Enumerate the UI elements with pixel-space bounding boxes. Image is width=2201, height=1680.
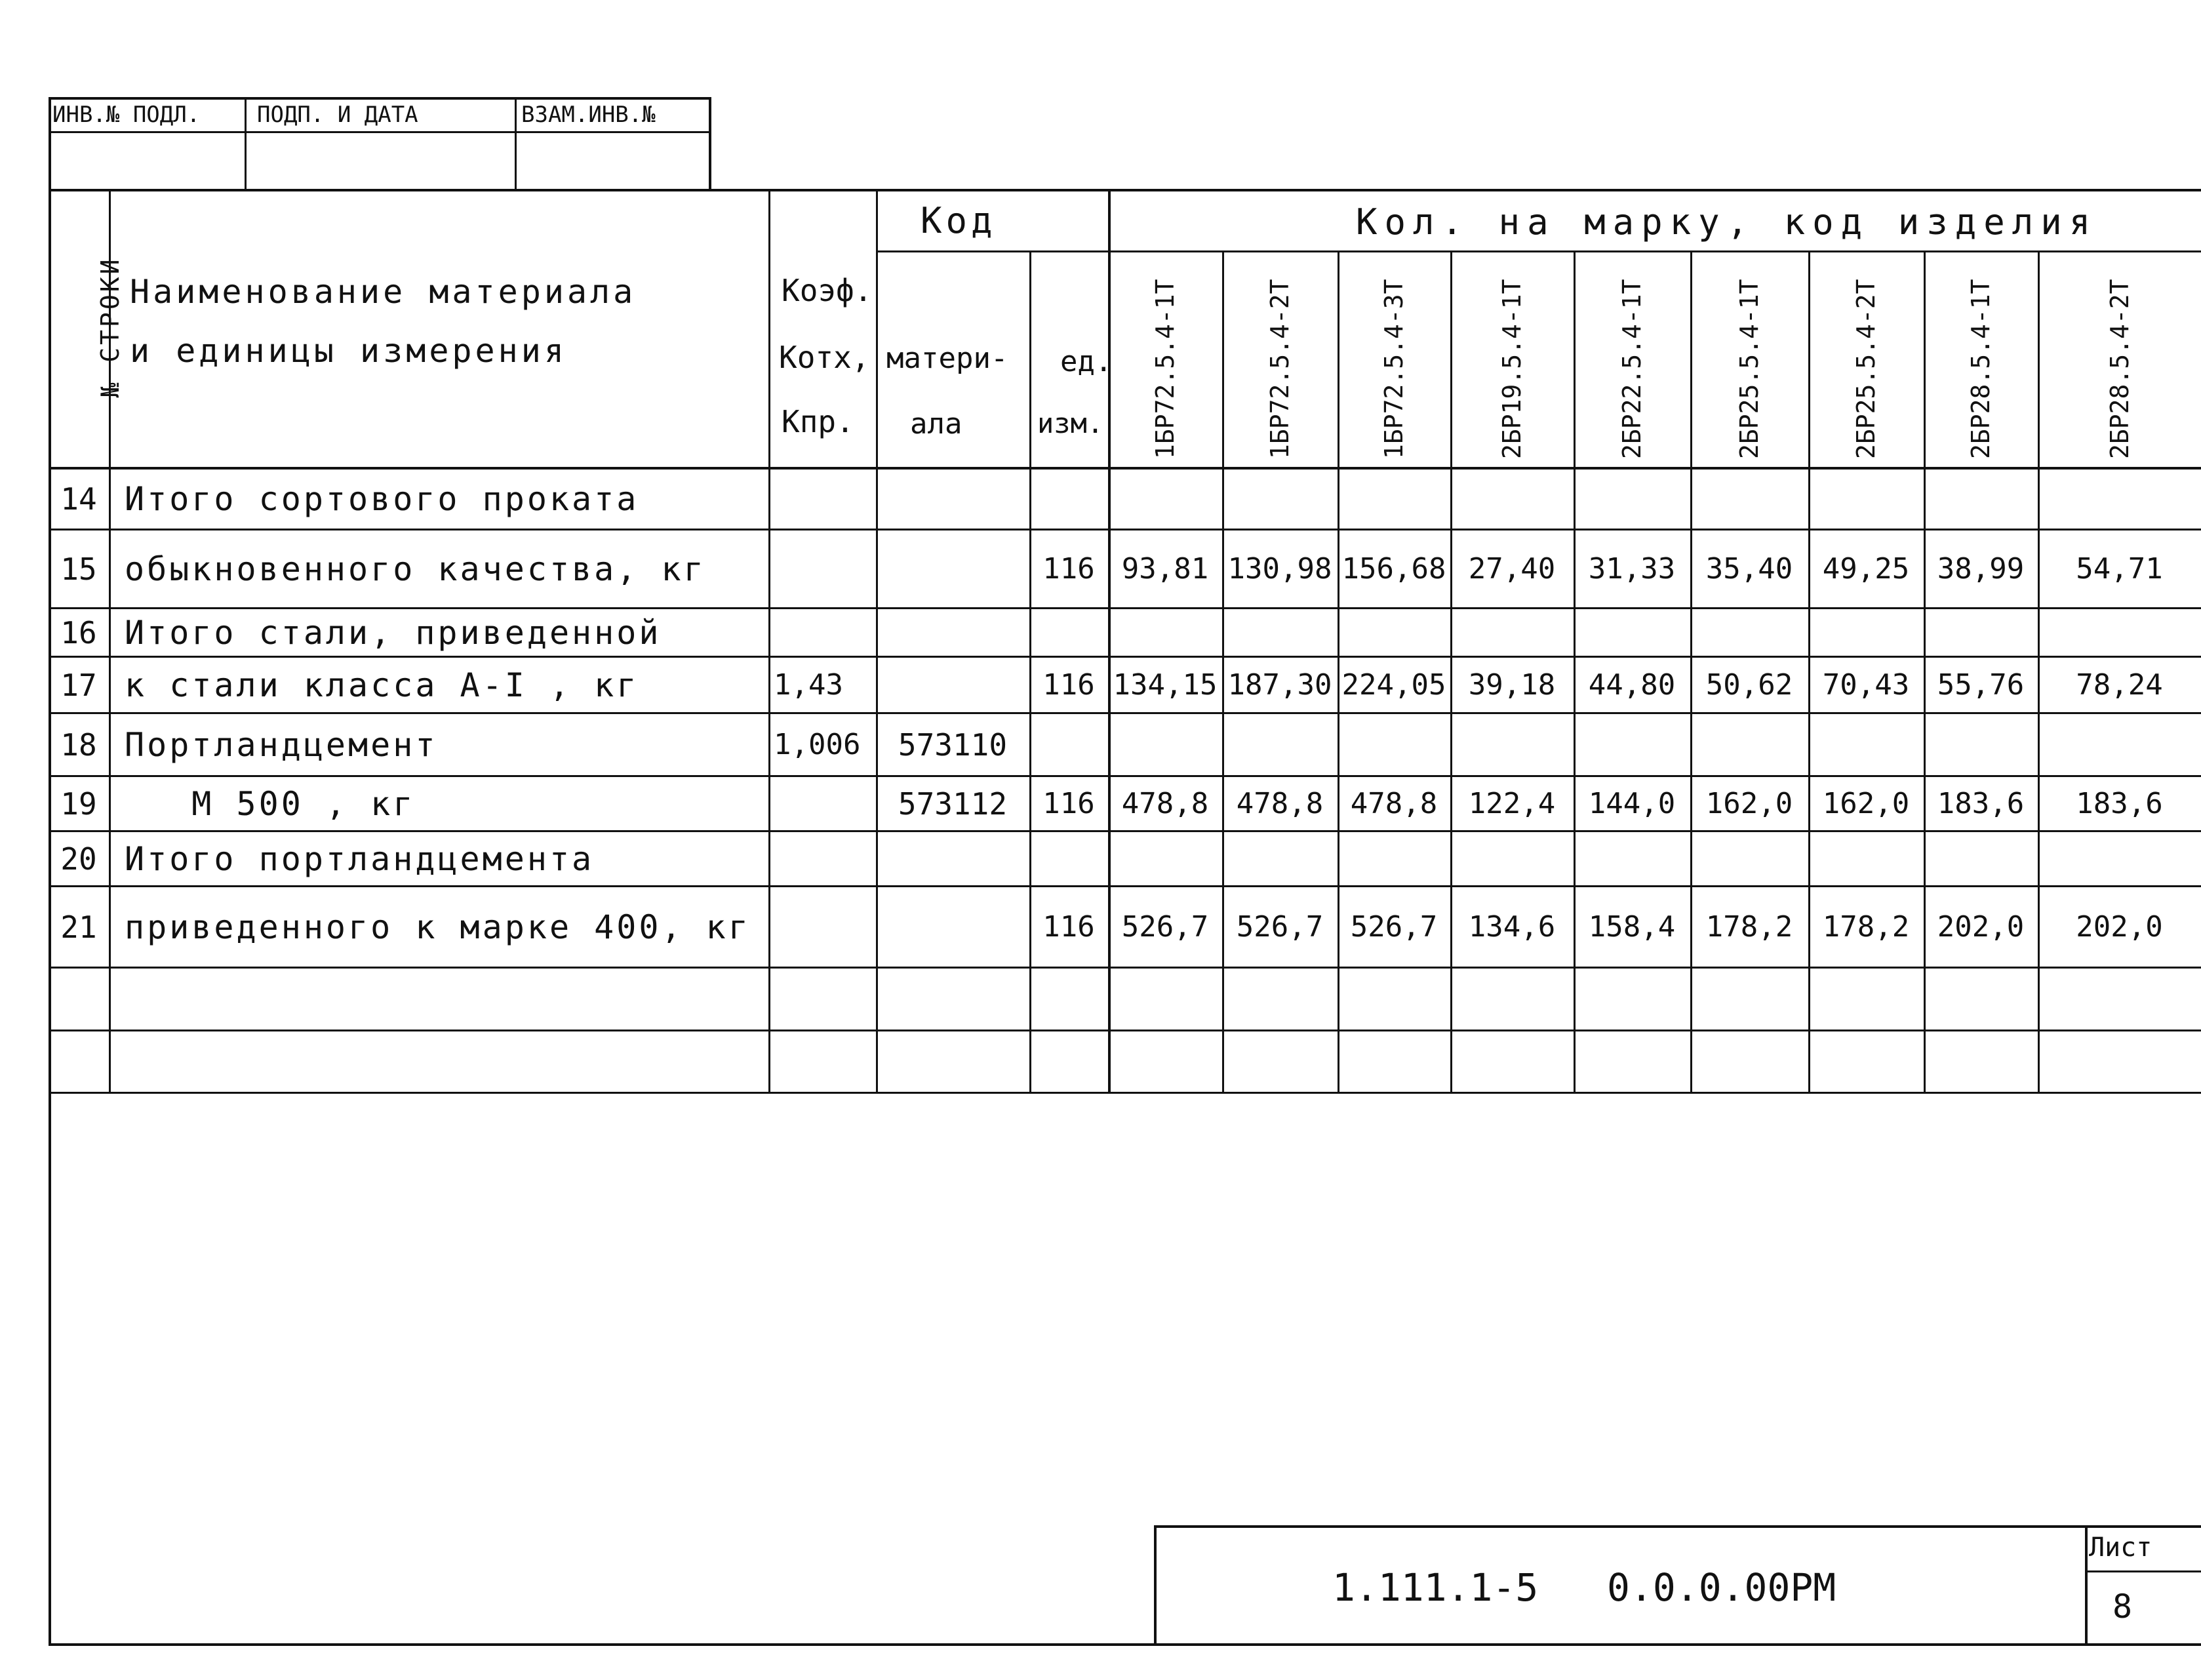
header-coef-line2: Котх,	[779, 340, 870, 375]
row-number: 17	[60, 668, 97, 703]
quantity-value: 187,30	[1227, 668, 1332, 702]
quantity-value: 183,6	[1937, 787, 2025, 820]
row-number: 21	[60, 910, 97, 945]
unit-code: 116	[1042, 787, 1095, 820]
quantity-value: 178,2	[1822, 910, 1910, 944]
quantity-value: 478,8	[1236, 787, 1324, 820]
product-code-header: 2БР28.5.4-1Т	[1966, 279, 1995, 459]
quantity-value: 144,0	[1588, 787, 1676, 820]
product-code-header: 1БР72.5.4-2Т	[1265, 279, 1294, 459]
quantity-value: 130,98	[1227, 552, 1332, 586]
material-name: обыкновенного качества, кг	[125, 550, 706, 588]
header-name-line2: и единицы измерения	[130, 332, 567, 370]
quantity-value: 49,25	[1822, 552, 1910, 586]
product-code-header: 2БР28.5.4-2Т	[2105, 279, 2134, 459]
unit-code: 116	[1042, 552, 1095, 586]
coefficient: 1,006	[774, 728, 861, 761]
material-code: 573110	[898, 727, 1008, 763]
material-code: 573112	[898, 786, 1008, 822]
sheet-number: 8	[2112, 1588, 2133, 1626]
quantity-value: 202,0	[2076, 910, 2163, 944]
material-name: Итого сортового проката	[125, 480, 639, 518]
stamp-label-vzam-inv: ВЗАМ.ИНВ.№	[521, 102, 656, 128]
material-name: Итого стали, приведенной	[125, 614, 662, 652]
stamp-label-inv-podl: ИНВ.№ ПОДЛ.	[52, 102, 201, 128]
unit-code: 116	[1042, 910, 1095, 944]
stamp-label-podp-data: ПОДП. И ДАТА	[257, 102, 418, 128]
quantity-value: 478,8	[1121, 787, 1209, 820]
quantity-value: 93,81	[1121, 552, 1209, 586]
quantity-value: 54,71	[2076, 552, 2163, 586]
quantity-value: 55,76	[1937, 668, 2025, 702]
material-name: Итого портландцемента	[125, 840, 595, 878]
frame-left-edge	[49, 189, 51, 1646]
quantity-value: 156,68	[1341, 552, 1446, 586]
header-coef-line1: Коэф.	[782, 273, 873, 308]
quantity-value: 78,24	[2076, 668, 2163, 702]
quantity-value: 70,43	[1822, 668, 1910, 702]
quantity-value: 50,62	[1705, 668, 1793, 702]
row-number: 14	[60, 481, 97, 517]
quantity-value: 526,7	[1121, 910, 1209, 944]
quantity-value: 134,15	[1113, 668, 1218, 702]
header-name-line1: Наименование материала	[130, 273, 637, 311]
quantity-value: 478,8	[1350, 787, 1438, 820]
sheet-label: Лист	[2089, 1532, 2152, 1563]
quantity-value: 44,80	[1588, 668, 1676, 702]
quantity-value: 134,6	[1468, 910, 1556, 944]
product-code-header: 2БР19.5.4-1Т	[1497, 279, 1526, 459]
quantity-value: 526,7	[1236, 910, 1324, 944]
header-row-number: № СТРОКИ	[96, 256, 125, 398]
header-code-material-line1: матери-	[886, 342, 1008, 375]
quantity-value: 39,18	[1468, 668, 1556, 702]
quantity-value: 38,99	[1937, 552, 2025, 586]
quantity-value: 202,0	[1937, 910, 2025, 944]
row-number: 15	[60, 551, 97, 587]
row-number: 16	[60, 615, 97, 650]
product-code-header: 1БР72.5.4-1Т	[1151, 279, 1180, 459]
coefficient: 1,43	[774, 668, 843, 702]
product-code-header: 1БР72.5.4-3Т	[1379, 279, 1408, 459]
quantity-value: 224,05	[1341, 668, 1446, 702]
quantity-value: 183,6	[2076, 787, 2163, 820]
quantity-value: 162,0	[1705, 787, 1793, 820]
product-code-header: 2БР22.5.4-1Т	[1617, 279, 1646, 459]
document-code: 1.111.1-5 0.0.0.00РМ	[1332, 1565, 1836, 1610]
material-name: М 500 , кг	[125, 785, 416, 823]
material-name: Портландцемент	[125, 726, 438, 764]
header-code-unit-line2: изм.	[1037, 407, 1104, 439]
header-code-unit-line1: ед.	[1060, 345, 1113, 378]
product-code-header: 2БР25.5.4-2Т	[1852, 279, 1880, 459]
quantity-value: 27,40	[1468, 552, 1556, 586]
material-name: к стали класса А-I , кг	[125, 666, 639, 704]
quantity-value: 122,4	[1468, 787, 1556, 820]
header-coef-line3: Кпр.	[782, 404, 854, 439]
product-code-header: 2БР25.5.4-1Т	[1735, 279, 1764, 459]
header-code-material-line2: ала	[910, 407, 962, 441]
row-number: 19	[60, 786, 97, 822]
quantity-value: 178,2	[1705, 910, 1793, 944]
header-qty-group: Кол. на марку, код изделия	[1356, 201, 2098, 243]
row-number: 18	[60, 727, 97, 763]
quantity-value: 31,33	[1588, 552, 1676, 586]
row-number: 20	[60, 841, 97, 877]
material-name: приведенного к марке 400, кг	[125, 908, 751, 946]
header-code-group: Код	[921, 200, 997, 241]
unit-code: 116	[1042, 668, 1095, 702]
frame-bottom-edge	[49, 1643, 2201, 1646]
quantity-value: 158,4	[1588, 910, 1676, 944]
quantity-value: 35,40	[1705, 552, 1793, 586]
quantity-value: 162,0	[1822, 787, 1910, 820]
quantity-value: 526,7	[1350, 910, 1438, 944]
